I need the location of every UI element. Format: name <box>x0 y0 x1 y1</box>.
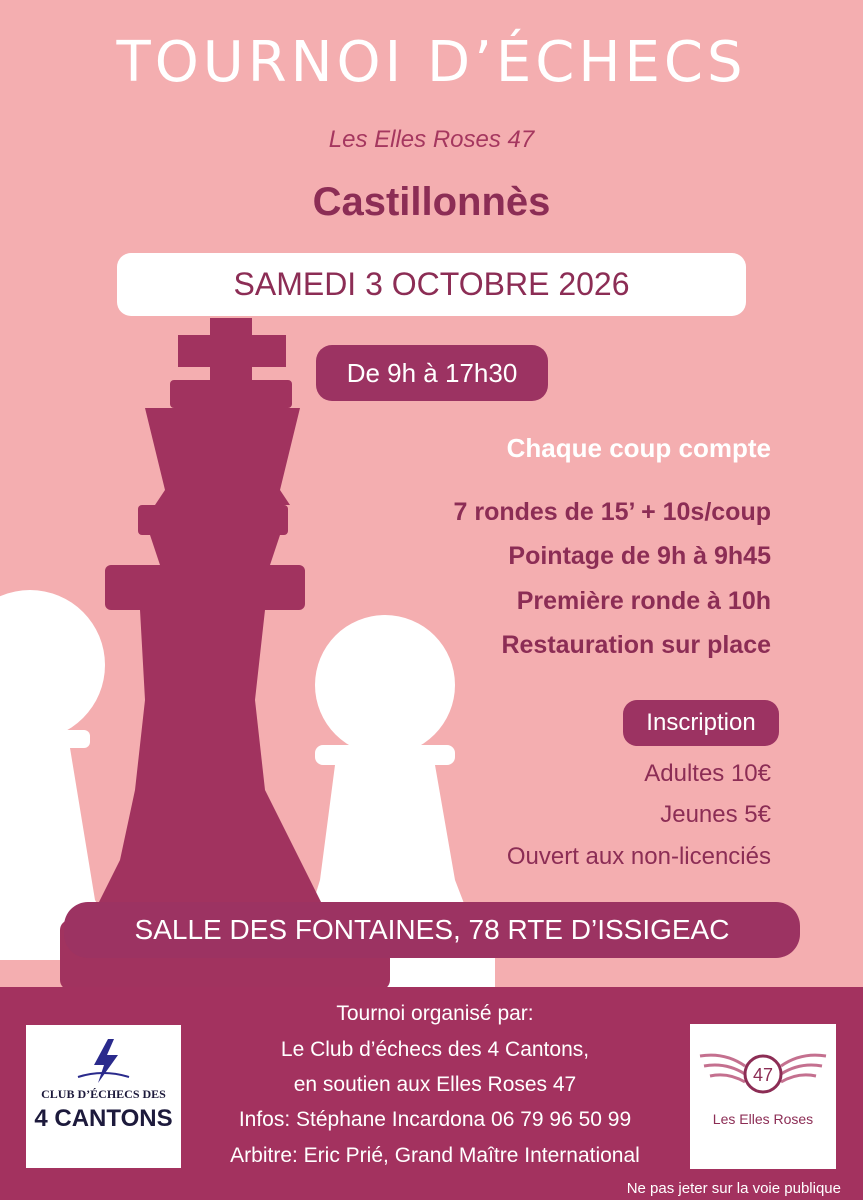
detail-item: Restauration sur place <box>501 631 771 659</box>
event-date-badge <box>117 253 746 316</box>
venue-badge <box>64 902 800 958</box>
event-date: SAMEDI 3 OCTOBRE 2026 <box>233 266 630 302</box>
elles-roses-name: Les Elles Roses <box>712 1111 814 1127</box>
club-logo-line2: 4 CANTONS <box>34 1105 173 1132</box>
venue-text: SALLE DES FONTAINES, 78 RTE D’ISSIGEAC <box>134 914 730 945</box>
elles-roses-logo <box>690 1024 836 1169</box>
club-logo <box>26 1025 181 1168</box>
event-city: Castillonnès <box>312 180 551 224</box>
page-title: TOURNOI D’ÉCHECS <box>116 30 747 95</box>
footer-line: Tournoi organisé par: <box>336 1002 534 1025</box>
price-adults: Adultes 10€ <box>644 760 771 787</box>
detail-item: Pointage de 9h à 9h45 <box>508 542 771 570</box>
motto-text: Chaque coup compte <box>506 433 771 463</box>
footer-arbiter: Arbitre: Eric Prié, Grand Maître International <box>230 1144 640 1167</box>
logo-number: 47 <box>752 1065 774 1085</box>
footer-line: en soutien aux Elles Roses 47 <box>293 1073 577 1096</box>
club-logo-line1: CLUB D’ÉCHECS DES <box>41 1087 166 1101</box>
detail-item: 7 rondes de 15’ + 10s/coup <box>453 498 771 526</box>
winged-47-icon <box>690 1024 836 1114</box>
footer-line: Le Club d’échecs des 4 Cantons, <box>280 1038 590 1061</box>
detail-item: Première ronde à 10h <box>516 587 771 615</box>
event-subtitle: Les Elles Roses 47 <box>328 126 535 153</box>
event-hours-badge <box>316 345 548 401</box>
footer-contact: Infos: Stéphane Incardona 06 79 96 50 99 <box>238 1108 632 1131</box>
event-hours: De 9h à 17h30 <box>346 357 518 388</box>
lightning-icon <box>26 1025 181 1087</box>
registration-badge <box>623 700 779 746</box>
registration-label: Inscription <box>646 709 756 736</box>
open-note: Ouvert aux non-licenciés <box>506 843 771 870</box>
price-youth: Jeunes 5€ <box>660 801 771 828</box>
disposal-notice: Ne pas jeter sur la voie publique <box>626 1180 841 1197</box>
